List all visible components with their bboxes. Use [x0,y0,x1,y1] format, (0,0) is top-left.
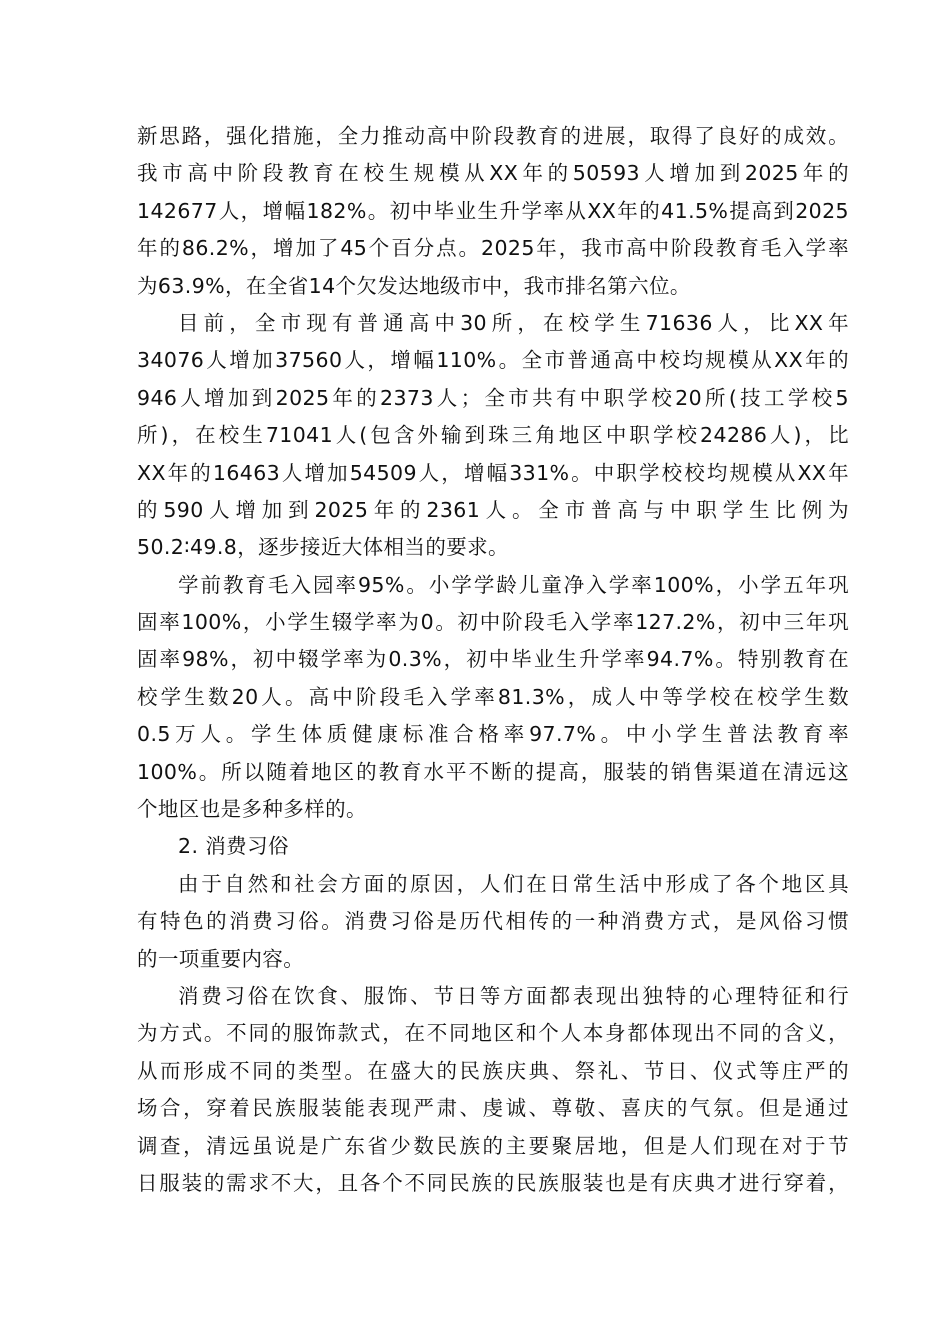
text-line: 场合，穿着民族服装能表现严肃、虔诚、尊敬、喜庆的气氛。但是通过 [137,1096,849,1121]
text-line: 我市高中阶段教育在校生规模从XX年的50593人增加到2025年的 [137,161,849,186]
text-line: 所)，在校生71041人(包含外输到珠三角地区中职学校24286人)，比 [137,423,849,448]
paragraph-customs-detail [137,978,849,1202]
text-line: 946人增加到2025年的2373人；全市共有中职学校20所(技工学校5 [137,385,849,410]
text-line: 的590人增加到2025年的2361人。全市普高与中职学生比例为 [137,497,849,522]
section-heading-text: 2. 消费习俗 [178,834,289,859]
paragraph-education-rates [137,567,849,829]
text-line: 个地区也是多种多样的。 [137,797,367,822]
text-line: 消费习俗在饮食、服饰、节日等方面都表现出独特的心理特征和行 [178,983,849,1008]
text-line: 142677人，增幅182%。初中毕业生升学率从XX年的41.5%提高到2025 [137,198,849,223]
paragraph-customs-intro [137,866,849,978]
text-line: 有特色的消费习俗。消费习俗是历代相传的一种消费方式，是风俗习惯 [137,909,849,934]
text-line: 34076人增加37560人，增幅110%。全市普通高中校均规模从XX年的 [137,348,849,373]
text-line: 50.2∶49.8，逐步接近大体相当的要求。 [137,535,509,560]
text-line: 目前，全市现有普通高中30所，在校学生71636人，比XX年 [178,310,849,335]
text-line: 为方式。不同的服饰款式，在不同地区和个人本身都体现出不同的含义， [137,1021,849,1046]
paragraph-enrollment [137,118,849,305]
text-line: 年的86.2%，增加了45个百分点。2025年，我市高中阶段教育毛入学率 [137,236,849,261]
text-line: 由于自然和社会方面的原因，人们在日常生活中形成了各个地区具 [178,871,849,896]
text-line: 100%。所以随着地区的教育水平不断的提高，服装的销售渠道在清远这 [137,759,849,784]
text-line: 为63.9%，在全省14个欠发达地级市中，我市排名第六位。 [137,273,691,298]
body-text [137,118,849,1202]
text-line: 校学生数20人。高中阶段毛入学率81.3%，成人中等学校在校学生数 [137,684,849,709]
text-line: 0.5万人。学生体质健康标准合格率97.7%。中小学生普法教育率 [137,722,849,747]
text-line: 的一项重要内容。 [137,946,305,971]
text-line: 固率98%，初中辍学率为0.3%，初中毕业生升学率94.7%。特别教育在 [137,647,849,672]
text-line: XX年的16463人增加54509人，增幅331%。中职学校校均规模从XX年 [137,460,849,485]
text-line: 从而形成不同的类型。在盛大的民族庆典、祭礼、节日、仪式等庄严的 [137,1058,849,1083]
section-heading [137,828,849,865]
text-line: 调查，清远虽说是广东省少数民族的主要聚居地，但是人们现在对于节 [137,1133,849,1158]
text-line: 新思路，强化措施，全力推动高中阶段教育的进展，取得了良好的成效。 [137,124,849,148]
text-line: 日服装的需求不大，且各个不同民族的民族服装也是有庆典才进行穿着， [137,1170,849,1195]
paragraph-high-schools [137,305,849,567]
text-line: 固率100%，小学生辍学率为0。初中阶段毛入学率127.2%，初中三年巩 [137,610,849,635]
text-line: 学前教育毛入园率95%。小学学龄儿童净入学率100%，小学五年巩 [178,572,849,597]
